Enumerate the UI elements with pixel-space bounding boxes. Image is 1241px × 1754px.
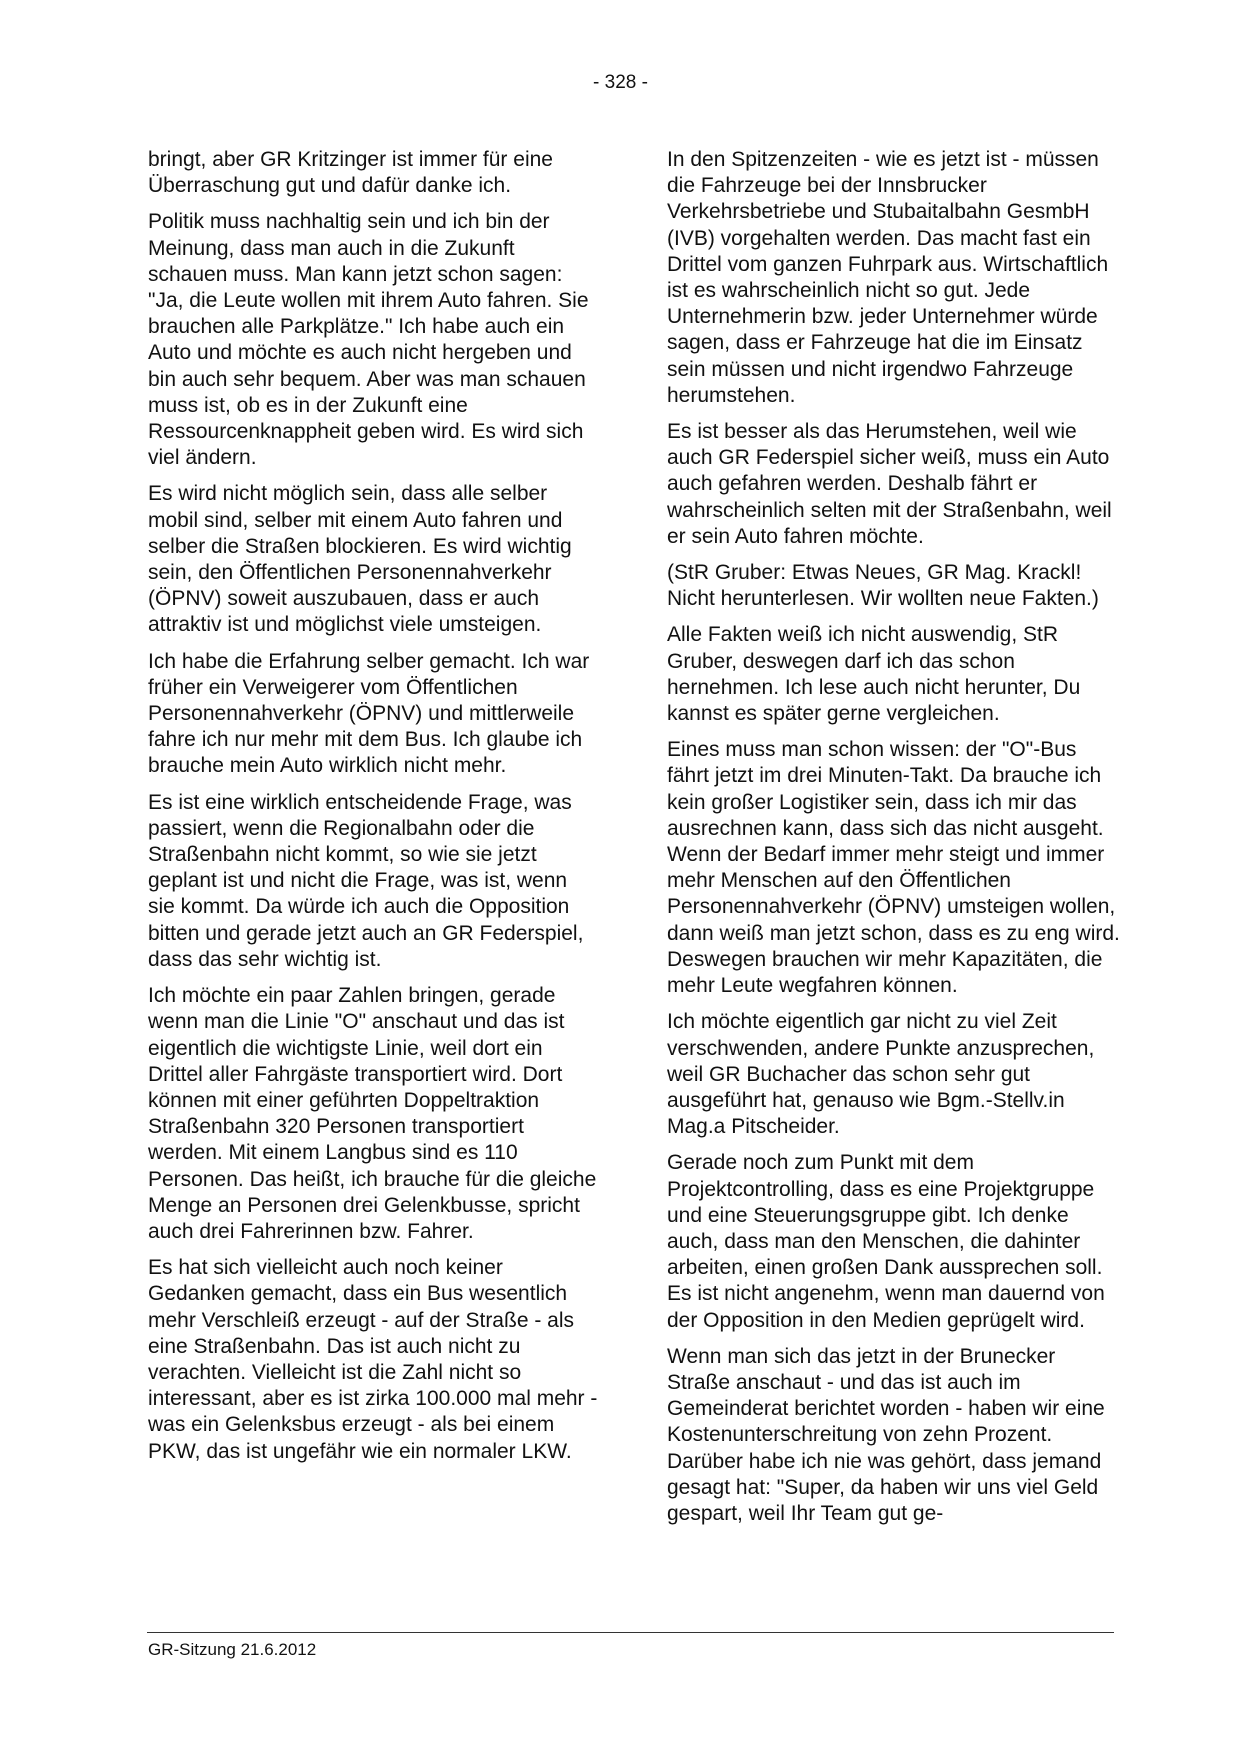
paragraph: Eines muss man schon wissen: der "O"-Bus fährt jetzt im drei Minuten-Takt. Da brauche ich kein großer Logistiker sein, dass ich mir das ausrechnen kann, dass sich das nicht ausgeht. Wenn der Bedarf immer mehr steigt und immer mehr Menschen auf den Öffentlichen Personennahverkehr (ÖPNV) umsteigen wollen, dann weiß man jetzt schon, dass es zu eng wird. Deswegen brauchen wir mehr Kapazitäten, die mehr Leute wegfahren können. [667,738,1120,998]
paragraph: In den Spitzenzeiten - wie es jetzt ist - müssen die Fahrzeuge bei der Innsbrucker Verkehrsbetriebe und Stubaitalbahn GesmbH (IVB) vorgehalten werden. Das macht fast ein Drittel vom ganzen Fuhrpark aus. Wirtschaftlich ist es wahrscheinlich nicht so gut. Jede Unternehmerin bzw. jeder Unternehmer würde sagen, dass er Fahrzeuge hat die im Einsatz sein müssen und nicht irgendwo Fahrzeuge herumstehen. [667,148,1109,407]
paragraph: Gerade noch zum Punkt mit dem Projektcontrolling, dass es eine Projektgruppe und eine Steuerungsgruppe gibt. Ich denke auch, dass man den Menschen, die dahinter arbeiten, einen großen Dank aussprechen soll. Es ist nicht angenehm, wenn man dauernd von der Opposition in den Medien geprügelt wird. [667,1151,1105,1332]
paragraph: Politik muss nachhaltig sein und ich bin der Meinung, dass man auch in die Zukunft schauen muss. Man kann jetzt schon sagen: "Ja, die Leute wollen mit ihrem Auto fahren. Sie brauchen alle Parkplätze." Ich habe auch ein Auto und möchte es auch nicht hergeben und bin auch sehr bequem. Aber was man schauen muss ist, ob es in der Zukunft eine Ressourcenknappheit geben wird. Es wird sich viel ändern. [148,210,589,470]
footer-divider [147,1632,1114,1633]
paragraph: Ich möchte eigentlich gar nicht zu viel Zeit verschwenden, andere Punkte anzusprechen, weil GR Buchacher das schon sehr gut ausgeführt hat, genauso wie Bgm.-Stellv.in Mag.a Pitscheider. [667,1010,1095,1139]
footer-session-label: GR-Sitzung 21.6.2012 [148,1640,317,1659]
paragraph: Ich habe die Erfahrung selber gemacht. Ich war früher ein Verweigerer vom Öffentlichen Personennahverkehr (ÖPNV) und mittlerweile fahre ich nur mehr mit dem Bus. Ich glaube ich brauche mein Auto wirklich nicht mehr. [148,649,590,778]
page-number: - 328 - [593,72,648,93]
interjection-paragraph: (StR Gruber: Etwas Neues, GR Mag. Krackl! Nicht herunterlesen. Wir wollten neue Fakten.) [667,561,1099,611]
paragraph: Alle Fakten weiß ich nicht auswendig, StR Gruber, deswegen darf ich das schon hernehmen. Ich lese auch nicht herunter, Du kannst es später gerne vergleichen. [667,623,1081,726]
paragraph: Wenn man sich das jetzt in der Brunecker Straße anschaut - und das ist auch im Gemeinderat berichtet worden - haben wir eine Kostenunterschreitung von zehn Prozent. Darüber habe ich nie was gehört, dass jemand gesagt hat: "Super, da haben wir uns viel Geld gespart, weil Ihr Team gut ge- [667,1344,1105,1525]
paragraph: Es wird nicht möglich sein, dass alle selber mobil sind, selber mit einem Auto fahren und selber die Straßen blockieren. Es wird wichtig sein, den Öffentlichen Personennahverkehr (ÖPNV) soweit auszubauen, dass er auch attraktiv ist und möglichst viele umsteigen. [148,482,572,637]
left-text-column [148,147,598,1475]
paragraph: Es hat sich vielleicht auch noch keiner Gedanken gemacht, dass ein Bus wesentlich mehr Verschleiß erzeugt - auf der Straße - als eine Straßenbahn. Das ist auch nicht zu verachten. Vielleicht ist die Zahl nicht so interessant, aber es ist zirka 100.000 mal mehr - was ein Gelenksbus erzeugt - als bei einem PKW, das ist ungefähr wie ein normaler LKW. [148,1256,598,1463]
paragraph: Es ist eine wirklich entscheidende Frage, was passiert, wenn die Regionalbahn oder die Straßenbahn nicht kommt, so wie sie jetzt geplant ist und nicht die Frage, was ist, wenn sie kommt. Da würde ich auch die Opposition bitten und gerade jetzt auch an GR Federspiel, dass das sehr wichtig ist. [148,790,584,971]
right-text-column [667,147,1122,1537]
paragraph: bringt, aber GR Kritzinger ist immer für eine Überraschung gut und dafür danke ich. [148,148,553,198]
paragraph: Es ist besser als das Herumstehen, weil wie auch GR Federspiel sicher weiß, muss ein Auto auch gefahren werden. Deshalb fährt er wahrscheinlich selten mit der Straßenbahn, weil er sein Auto fahren möchte. [667,420,1112,548]
paragraph: Ich möchte ein paar Zahlen bringen, gerade wenn man die Linie "O" anschaut und das ist eigentlich die wichtigste Linie, weil dort ein Drittel aller Fahrgäste transportiert wird. Dort können mit einer geführten Doppeltraktion Straßenbahn 320 Personen transportiert werden. Mit einem Langbus sind es 110 Personen. Das heißt, ich brauche für die gleiche Menge an Personen drei Gelenkbusse, spricht auch drei Fahrerinnen bzw. Fahrer. [148,984,597,1243]
